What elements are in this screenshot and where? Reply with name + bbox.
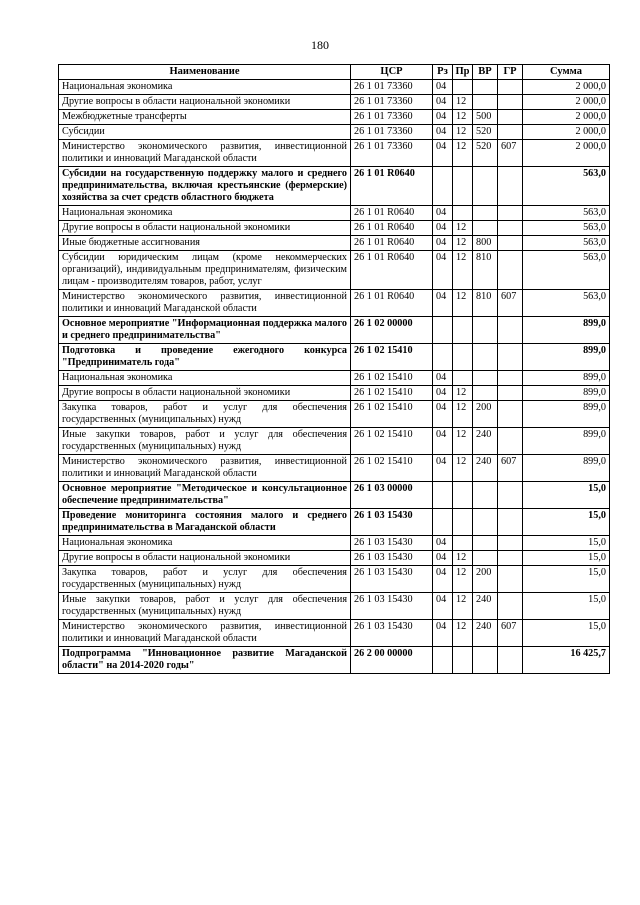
cell-sum: 899,0 (523, 386, 610, 401)
table-row (59, 620, 610, 647)
cell-csr: 26 1 02 00000 (351, 317, 433, 344)
cell-gr (498, 551, 523, 566)
cell-gr (498, 401, 523, 428)
cell-pr (453, 317, 473, 344)
table-row (59, 509, 610, 536)
cell-sum: 15,0 (523, 536, 610, 551)
cell-vr: 240 (473, 455, 498, 482)
cell-vr (473, 551, 498, 566)
cell-vr: 810 (473, 290, 498, 317)
cell-gr (498, 110, 523, 125)
cell-csr: 26 1 02 15410 (351, 386, 433, 401)
cell-rz: 04 (433, 551, 453, 566)
cell-sum: 563,0 (523, 167, 610, 206)
cell-csr: 26 1 01 73360 (351, 110, 433, 125)
cell-vr (473, 386, 498, 401)
cell-csr: 26 1 02 15410 (351, 428, 433, 455)
cell-csr: 26 1 03 15430 (351, 566, 433, 593)
cell-pr (453, 344, 473, 371)
cell-name: Другие вопросы в области национальной экономики (59, 551, 351, 566)
cell-gr (498, 386, 523, 401)
cell-sum: 899,0 (523, 455, 610, 482)
table-row (59, 593, 610, 620)
cell-vr (473, 509, 498, 536)
cell-gr (498, 95, 523, 110)
table-row (59, 566, 610, 593)
cell-rz: 04 (433, 221, 453, 236)
cell-sum: 16 425,7 (523, 647, 610, 674)
cell-gr (498, 536, 523, 551)
cell-pr: 12 (453, 140, 473, 167)
cell-pr (453, 647, 473, 674)
cell-vr: 240 (473, 428, 498, 455)
table-row (59, 221, 610, 236)
cell-name: Иные бюджетные ассигнования (59, 236, 351, 251)
cell-pr: 12 (453, 221, 473, 236)
cell-gr (498, 344, 523, 371)
cell-rz: 04 (433, 80, 453, 95)
cell-name: Министерство экономического развития, инвестиционной политики и инноваций Магаданской области (59, 140, 351, 167)
cell-pr: 12 (453, 95, 473, 110)
header-rz: Рз (433, 65, 453, 80)
cell-vr (473, 167, 498, 206)
cell-rz (433, 647, 453, 674)
cell-vr: 520 (473, 125, 498, 140)
table-row (59, 455, 610, 482)
cell-csr: 26 1 03 15430 (351, 509, 433, 536)
table-row (59, 290, 610, 317)
cell-gr (498, 647, 523, 674)
cell-gr (498, 167, 523, 206)
cell-sum: 15,0 (523, 509, 610, 536)
cell-gr: 607 (498, 140, 523, 167)
cell-csr: 26 1 02 15410 (351, 371, 433, 386)
cell-csr: 26 1 03 00000 (351, 482, 433, 509)
cell-name: Министерство экономического развития, инвестиционной политики и инноваций Магаданской области (59, 455, 351, 482)
cell-name: Национальная экономика (59, 371, 351, 386)
cell-vr (473, 482, 498, 509)
cell-vr: 200 (473, 566, 498, 593)
cell-name: Национальная экономика (59, 80, 351, 95)
cell-name: Иные закупки товаров, работ и услуг для обеспечения государственных (муниципальных) нужд (59, 428, 351, 455)
cell-sum: 15,0 (523, 620, 610, 647)
cell-csr: 26 1 01 R0640 (351, 221, 433, 236)
cell-rz: 04 (433, 593, 453, 620)
table-row (59, 386, 610, 401)
table-row (59, 344, 610, 371)
table-row (59, 251, 610, 290)
table-row (59, 401, 610, 428)
cell-gr (498, 221, 523, 236)
cell-rz (433, 167, 453, 206)
cell-gr: 607 (498, 290, 523, 317)
cell-gr: 607 (498, 620, 523, 647)
table-row (59, 167, 610, 206)
table-header-row (59, 65, 610, 80)
cell-rz: 04 (433, 251, 453, 290)
cell-pr (453, 80, 473, 95)
cell-name: Межбюджетные трансферты (59, 110, 351, 125)
cell-sum: 563,0 (523, 236, 610, 251)
cell-vr: 200 (473, 401, 498, 428)
cell-name: Проведение мониторинга состояния малого и среднего предпринимательства в Магаданской области (59, 509, 351, 536)
cell-pr (453, 371, 473, 386)
cell-sum: 2 000,0 (523, 110, 610, 125)
cell-vr (473, 80, 498, 95)
cell-sum: 15,0 (523, 551, 610, 566)
cell-vr: 800 (473, 236, 498, 251)
header-vr: ВР (473, 65, 498, 80)
cell-rz: 04 (433, 386, 453, 401)
cell-name: Субсидии юридическим лицам (кроме некоммерческих организаций), индивидуальным предпринимателям, физическим лицам - производителям товаров, работ, услуг (59, 251, 351, 290)
cell-name: Другие вопросы в области национальной экономики (59, 386, 351, 401)
cell-name: Министерство экономического развития, инвестиционной политики и инноваций Магаданской области (59, 290, 351, 317)
cell-rz: 04 (433, 371, 453, 386)
table-row (59, 110, 610, 125)
cell-name: Подготовка и проведение ежегодного конкурса "Предприниматель года" (59, 344, 351, 371)
cell-csr: 26 1 03 15430 (351, 593, 433, 620)
table-row (59, 140, 610, 167)
cell-name: Национальная экономика (59, 206, 351, 221)
header-pr: Пр (453, 65, 473, 80)
cell-rz: 04 (433, 620, 453, 647)
cell-csr: 26 1 03 15430 (351, 551, 433, 566)
cell-gr: 607 (498, 455, 523, 482)
cell-rz: 04 (433, 455, 453, 482)
cell-csr: 26 1 01 R0640 (351, 290, 433, 317)
cell-sum: 15,0 (523, 482, 610, 509)
cell-sum: 563,0 (523, 206, 610, 221)
cell-name: Основное мероприятие "Информационная поддержка малого и среднего предпринимательства" (59, 317, 351, 344)
cell-csr: 26 1 03 15430 (351, 536, 433, 551)
cell-name: Субсидии (59, 125, 351, 140)
cell-gr (498, 509, 523, 536)
cell-pr: 12 (453, 110, 473, 125)
header-csr: ЦСР (351, 65, 433, 80)
cell-name: Закупка товаров, работ и услуг для обеспечения государственных (муниципальных) нужд (59, 401, 351, 428)
cell-sum: 2 000,0 (523, 95, 610, 110)
table-body (59, 80, 610, 674)
cell-name: Подпрограмма "Инновационное развитие Магаданской области" на 2014-2020 годы" (59, 647, 351, 674)
cell-name: Другие вопросы в области национальной экономики (59, 221, 351, 236)
cell-csr: 26 1 02 15410 (351, 401, 433, 428)
cell-sum: 15,0 (523, 566, 610, 593)
cell-rz: 04 (433, 428, 453, 455)
cell-csr: 26 2 00 00000 (351, 647, 433, 674)
cell-rz: 04 (433, 140, 453, 167)
cell-sum: 563,0 (523, 251, 610, 290)
table-row (59, 206, 610, 221)
cell-sum: 563,0 (523, 221, 610, 236)
cell-rz: 04 (433, 236, 453, 251)
cell-csr: 26 1 01 73360 (351, 125, 433, 140)
cell-rz: 04 (433, 566, 453, 593)
cell-name: Закупка товаров, работ и услуг для обеспечения государственных (муниципальных) нужд (59, 566, 351, 593)
cell-vr: 240 (473, 620, 498, 647)
cell-rz: 04 (433, 95, 453, 110)
cell-pr: 12 (453, 251, 473, 290)
cell-name: Национальная экономика (59, 536, 351, 551)
cell-vr (473, 344, 498, 371)
table-row (59, 482, 610, 509)
cell-csr: 26 1 01 R0640 (351, 251, 433, 290)
cell-rz: 04 (433, 401, 453, 428)
cell-sum: 899,0 (523, 344, 610, 371)
cell-sum: 2 000,0 (523, 125, 610, 140)
cell-csr: 26 1 01 73360 (351, 80, 433, 95)
cell-gr (498, 317, 523, 344)
cell-pr: 12 (453, 455, 473, 482)
table-row (59, 647, 610, 674)
cell-rz: 04 (433, 536, 453, 551)
cell-sum: 899,0 (523, 401, 610, 428)
table-row (59, 317, 610, 344)
cell-pr: 12 (453, 593, 473, 620)
cell-gr (498, 593, 523, 620)
cell-csr: 26 1 01 R0640 (351, 236, 433, 251)
cell-csr: 26 1 02 15410 (351, 455, 433, 482)
table-row (59, 536, 610, 551)
cell-pr: 12 (453, 401, 473, 428)
cell-csr: 26 1 01 R0640 (351, 206, 433, 221)
cell-vr (473, 317, 498, 344)
cell-rz: 04 (433, 290, 453, 317)
cell-rz: 04 (433, 110, 453, 125)
cell-csr: 26 1 01 R0640 (351, 167, 433, 206)
cell-pr (453, 206, 473, 221)
cell-sum: 899,0 (523, 428, 610, 455)
table-row (59, 428, 610, 455)
cell-pr: 12 (453, 551, 473, 566)
cell-gr (498, 125, 523, 140)
cell-vr (473, 536, 498, 551)
cell-rz (433, 482, 453, 509)
cell-vr (473, 221, 498, 236)
cell-name: Основное мероприятие "Методическое и консультационное обеспечение предпринимательства" (59, 482, 351, 509)
cell-pr: 12 (453, 428, 473, 455)
header-gr: ГР (498, 65, 523, 80)
cell-pr (453, 509, 473, 536)
cell-rz: 04 (433, 125, 453, 140)
table-row (59, 371, 610, 386)
cell-gr (498, 251, 523, 290)
cell-sum: 2 000,0 (523, 140, 610, 167)
header-sum: Сумма (523, 65, 610, 80)
cell-gr (498, 371, 523, 386)
table-row (59, 551, 610, 566)
cell-gr (498, 482, 523, 509)
cell-name: Субсидии на государственную поддержку малого и среднего предпринимательства, включая крестьянские (фермерские) хозяйства за счет средств областного бюджета (59, 167, 351, 206)
cell-vr: 810 (473, 251, 498, 290)
cell-vr (473, 371, 498, 386)
cell-vr (473, 647, 498, 674)
cell-pr: 12 (453, 566, 473, 593)
cell-pr (453, 167, 473, 206)
cell-gr (498, 80, 523, 95)
cell-vr (473, 95, 498, 110)
cell-name: Другие вопросы в области национальной экономики (59, 95, 351, 110)
cell-vr: 520 (473, 140, 498, 167)
cell-pr: 12 (453, 236, 473, 251)
header-name: Наименование (59, 65, 351, 80)
cell-csr: 26 1 01 73360 (351, 140, 433, 167)
cell-csr: 26 1 02 15410 (351, 344, 433, 371)
page-number: 180 (311, 38, 329, 52)
cell-pr: 12 (453, 290, 473, 317)
cell-sum: 899,0 (523, 371, 610, 386)
cell-gr (498, 566, 523, 593)
cell-name: Министерство экономического развития, инвестиционной политики и инноваций Магаданской области (59, 620, 351, 647)
cell-sum: 563,0 (523, 290, 610, 317)
table-row (59, 80, 610, 95)
cell-pr: 12 (453, 125, 473, 140)
cell-pr (453, 482, 473, 509)
cell-name: Иные закупки товаров, работ и услуг для обеспечения государственных (муниципальных) нужд (59, 593, 351, 620)
cell-sum: 2 000,0 (523, 80, 610, 95)
cell-vr (473, 206, 498, 221)
table-row (59, 125, 610, 140)
cell-pr: 12 (453, 386, 473, 401)
cell-rz (433, 317, 453, 344)
table-row (59, 95, 610, 110)
cell-gr (498, 428, 523, 455)
cell-pr: 12 (453, 620, 473, 647)
cell-csr: 26 1 03 15430 (351, 620, 433, 647)
cell-rz (433, 344, 453, 371)
cell-sum: 899,0 (523, 317, 610, 344)
cell-sum: 15,0 (523, 593, 610, 620)
cell-vr: 240 (473, 593, 498, 620)
cell-csr: 26 1 01 73360 (351, 95, 433, 110)
cell-gr (498, 236, 523, 251)
cell-vr: 500 (473, 110, 498, 125)
cell-rz: 04 (433, 206, 453, 221)
budget-table (58, 64, 610, 674)
cell-gr (498, 206, 523, 221)
cell-rz (433, 509, 453, 536)
table-row (59, 236, 610, 251)
cell-pr (453, 536, 473, 551)
